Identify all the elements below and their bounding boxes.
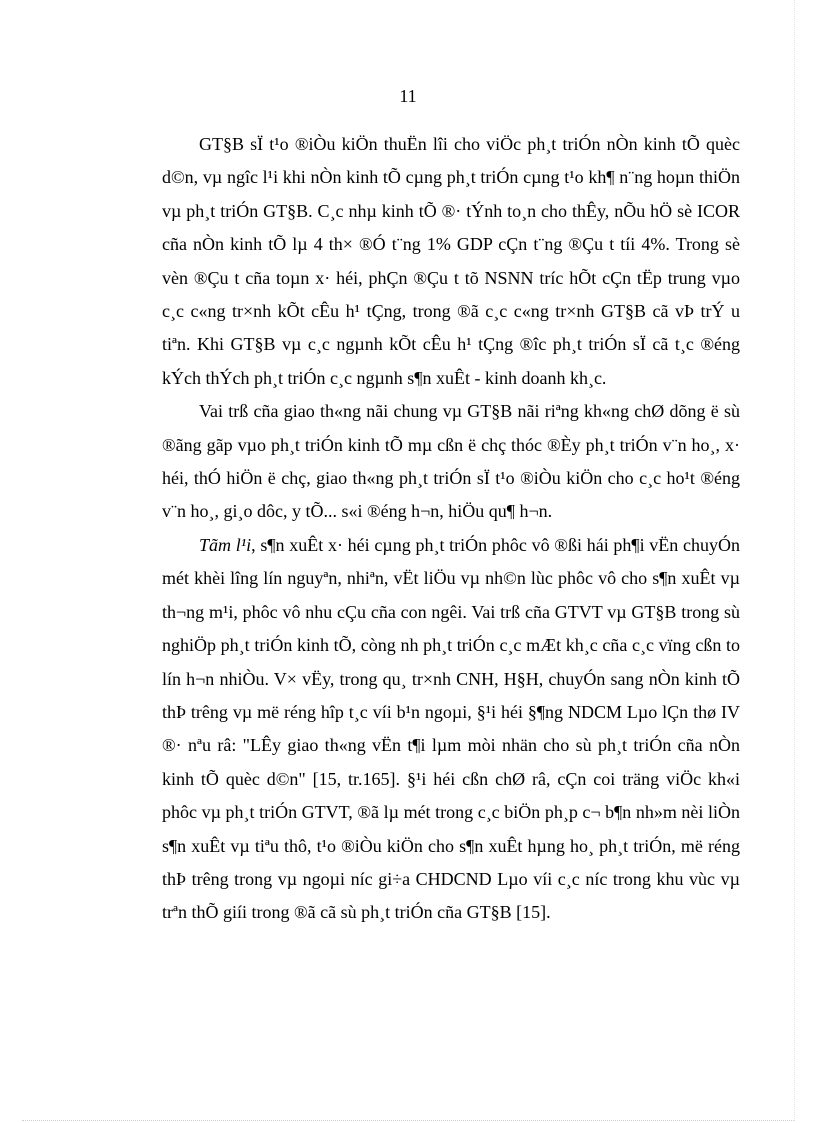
page-number: 11 [399, 86, 417, 106]
page-edge-right [794, 0, 795, 1121]
paragraph-3 [162, 529, 740, 930]
paragraph-3-lead: Tãm l¹i [199, 534, 252, 555]
paragraph-3-text: , s¶n xuÊt x· héi cµng ph¸t triÓn phôc vô ®ßi hái ph¶i vËn chuyÓn mét khèi lîng lín nguyªn, nhiªn, vËt liÖu vµ nh©n lùc phôc vô cho s¶n xuÊt vµ th¬ng m¹i, phôc vô nhu cÇu cña con ngêi. Vai trß cña GTVT vµ GT§B trong sù nghiÖp ph¸t triÓn kinh tÕ, còng nh ph¸t triÓn c¸c mÆt kh¸c cña c¸c vïng cßn to lín h¬n nhiÒu. V× vËy, trong qu¸ tr×nh CNH, H§H, chuyÓn sang nÒn kinh tÕ thÞ trêng vµ më réng hîp t¸c víi b¹n ngoµi, §¹i héi §¶ng NDCM Lµo lÇn thø IV ®· nªu râ: "LÊy giao th«ng vËn t¶i lµm mòi nhän cho sù ph¸t triÓn cña nÒn kinh tÕ quèc d©n" [15, tr.165]. §¹i héi cßn chØ râ, cÇn coi träng viÖc kh«i phôc vµ ph¸t triÓn GTVT, ®ã lµ mét trong c¸c biÖn ph¸p c¬ b¶n nh»m nèi liÒn s¶n xuÊt vµ tiªu thô, t¹o ®iÒu kiÖn cho s¶n xuÊt hµng ho¸ ph¸t triÓn, më réng thÞ trêng trong vµ ngoµi níc gi÷a CHDCND Lµo víi c¸c níc trong khu vùc vµ trªn thÕ giíi trong ®ã cã sù ph¸t triÓn cña GT§B [15]. [162, 534, 740, 923]
paragraph-2-text: Vai trß cña giao th«ng nãi chung vµ GT§B nãi riªng kh«ng chØ dõng ë sù ®ãng gãp vµo ph¸t triÓn kinh tÕ mµ cßn ë chç thóc ®Èy ph¸t triÓn v¨n ho¸, x· héi, thÓ hiÖn ë chç, giao th«ng ph¸t triÓn sÏ t¹o ®iÒu kiÖn cho c¸c ho¹t ®éng v¨n ho¸, gi¸o dôc, y tÕ... s«i ®éng h¬n, hiÖu qu¶ h¬n. [162, 401, 740, 522]
paragraph-2 [162, 395, 740, 529]
page-edge-bottom [22, 1120, 794, 1121]
paragraph-1 [162, 128, 740, 395]
paragraph-1-text: GT§B sÏ t¹o ®iÒu kiÖn thuËn lîi cho viÖc ph¸t triÓn nÒn kinh tÕ quèc d©n, vµ ngîc l¹i khi nÒn kinh tÕ cµng ph¸t triÓn cµng t¹o kh¶ n¨ng hoµn thiÖn vµ ph¸t triÓn GT§B. C¸c nhµ kinh tÕ ®· tÝnh to¸n cho thÊy, nÕu hÖ sè ICOR cña nÒn kinh tÕ lµ 4 th× ®Ó t¨ng 1% GDP cÇn t¨ng ®Çu t tíi 4%. Trong sè vèn ®Çu t cña toµn x· héi, phÇn ®Çu t tõ NSNN tríc hÕt cÇn tËp trung vµo c¸c c«ng tr×nh kÕt cÊu h¹ tÇng, trong ®ã c¸c c«ng tr×nh GT§B cã vÞ trÝ u tiªn. Khi GT§B vµ c¸c ngµnh kÕt cÊu h¹ tÇng ®îc ph¸t triÓn sÏ cã t¸c ®éng kÝch thÝch ph¸t triÓn c¸c ngµnh s¶n xuÊt - kinh doanh kh¸c. [162, 134, 740, 388]
body-text [162, 128, 740, 930]
